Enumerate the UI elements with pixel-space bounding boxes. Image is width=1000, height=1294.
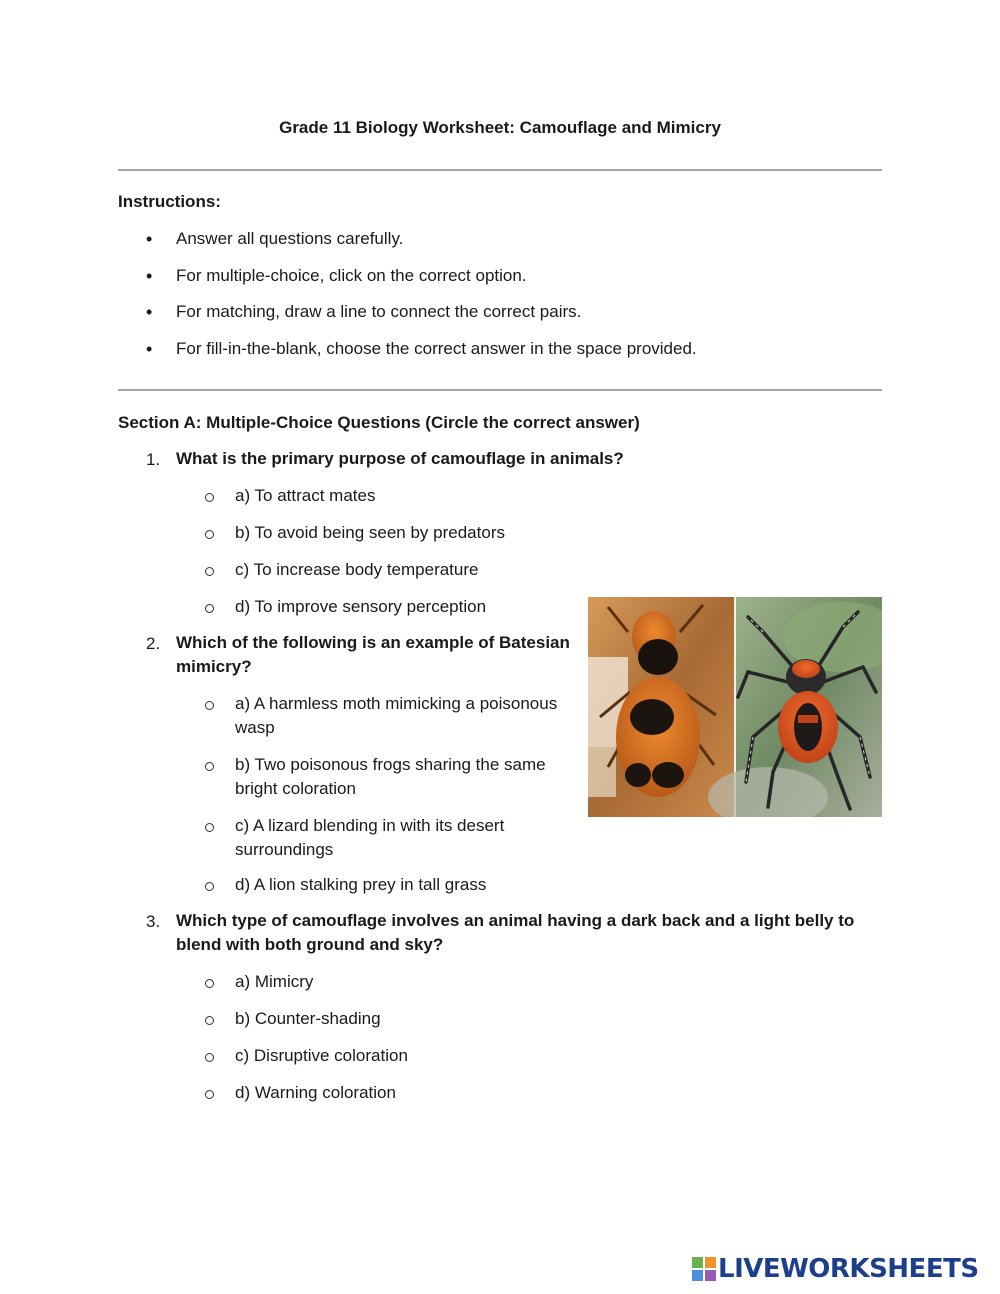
radio-circle-icon[interactable] [205,530,214,539]
radio-circle-icon[interactable] [205,604,214,613]
bullet-icon: • [146,229,153,249]
logo-text: LIVEWORKSHEETS [718,1254,979,1284]
bullet-icon: • [146,266,153,286]
divider-middle [118,389,882,391]
radio-circle-icon[interactable] [205,493,214,502]
option-q3-c[interactable]: c) Disruptive coloration [235,1046,408,1065]
instruction-item: For multiple-choice, click on the correct option. [176,266,527,285]
radio-circle-icon[interactable] [205,979,214,988]
instruction-item: For fill-in-the-blank, choose the correct answer in the space provided. [176,339,697,358]
bullet-icon: • [146,339,153,359]
radio-circle-icon[interactable] [205,701,214,710]
velvet-ant-spider-illustration [588,597,882,817]
question-number: 2. [146,634,161,653]
option-q1-a[interactable]: a) To attract mates [235,486,376,505]
option-q2-c[interactable]: c) A lizard blending in with its desert surroundings [235,816,505,859]
liveworksheets-logo[interactable] [692,1255,979,1283]
mimicry-photo [588,597,882,817]
instruction-item: For matching, draw a line to connect the correct pairs. [176,302,582,321]
worksheet-title: Grade 11 Biology Worksheet: Camouflage and Mimicry [279,118,721,137]
option-q1-b[interactable]: b) To avoid being seen by predators [235,523,505,542]
divider-top [118,169,882,171]
question-text: What is the primary purpose of camouflage in animals? [176,449,624,468]
option-q1-c[interactable]: c) To increase body temperature [235,560,479,579]
instructions-heading: Instructions: [118,192,221,211]
radio-circle-icon[interactable] [205,823,214,832]
option-q3-b[interactable]: b) Counter-shading [235,1009,381,1028]
radio-circle-icon[interactable] [205,1016,214,1025]
radio-circle-icon[interactable] [205,567,214,576]
option-q2-b[interactable]: b) Two poisonous frogs sharing the same bright coloration [235,755,546,798]
section-a-heading: Section A: Multiple-Choice Questions (Circle the correct answer) [118,413,640,432]
liveworksheets-logo-icon [692,1257,716,1281]
question-number: 1. [146,450,161,469]
option-q2-d[interactable]: d) A lion stalking prey in tall grass [235,875,487,894]
bullet-icon: • [146,302,153,322]
option-q1-d[interactable]: d) To improve sensory perception [235,597,487,616]
option-q3-a[interactable]: a) Mimicry [235,972,314,991]
option-q2-a[interactable]: a) A harmless moth mimicking a poisonous wasp [235,694,558,737]
instruction-item: Answer all questions carefully. [176,229,404,248]
radio-circle-icon[interactable] [205,762,214,771]
question-text: Which of the following is an example of Batesian mimicry? [176,633,570,676]
option-q3-d[interactable]: d) Warning coloration [235,1083,396,1102]
radio-circle-icon[interactable] [205,1090,214,1099]
question-number: 3. [146,912,161,931]
radio-circle-icon[interactable] [205,1053,214,1062]
question-text: Which type of camouflage involves an animal having a dark back and a light belly to blend with both ground and sky? [176,911,855,954]
radio-circle-icon[interactable] [205,882,214,891]
